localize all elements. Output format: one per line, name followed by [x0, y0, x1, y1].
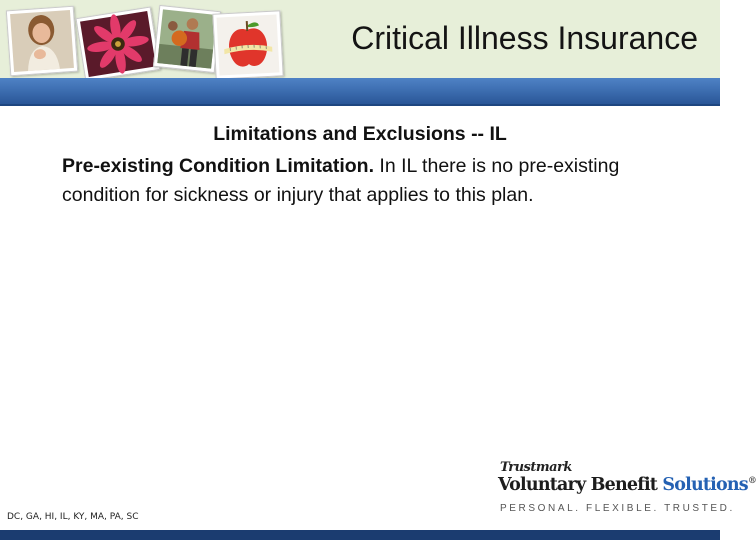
- logo-trademark: ®: [747, 476, 756, 487]
- flower-photo: [75, 6, 160, 81]
- woman-photo: [6, 6, 78, 77]
- trustmark-logo: [498, 460, 756, 520]
- header-band: [0, 78, 720, 104]
- apple-photo: [212, 10, 283, 79]
- limitation-paragraph: [62, 152, 692, 210]
- bottom-bar: [0, 530, 720, 540]
- slide-heading: Limitations and Exclusions -- IL: [213, 123, 507, 145]
- logo-main-text: Voluntary Benefit: [498, 475, 663, 495]
- logo-brand-text: Trustmark: [500, 460, 572, 475]
- limitation-text: In IL there is no pre-existing condition for sickness or injury that applies to this plan.: [62, 155, 620, 206]
- limitation-label: Pre-existing Condition Limitation.: [62, 155, 374, 177]
- header-band-edge: [0, 104, 720, 106]
- slide-title: Critical Illness Insurance: [351, 20, 698, 56]
- runner-photo: [153, 5, 221, 73]
- header-banner: [0, 0, 720, 78]
- logo-wordmark: [498, 475, 756, 495]
- state-list: DC, GA, HI, IL, KY, MA, PA, SC: [7, 512, 139, 522]
- logo-tagline: PERSONAL. FLEXIBLE. TRUSTED.: [500, 503, 735, 514]
- logo-solutions-text: Solutions: [662, 475, 748, 495]
